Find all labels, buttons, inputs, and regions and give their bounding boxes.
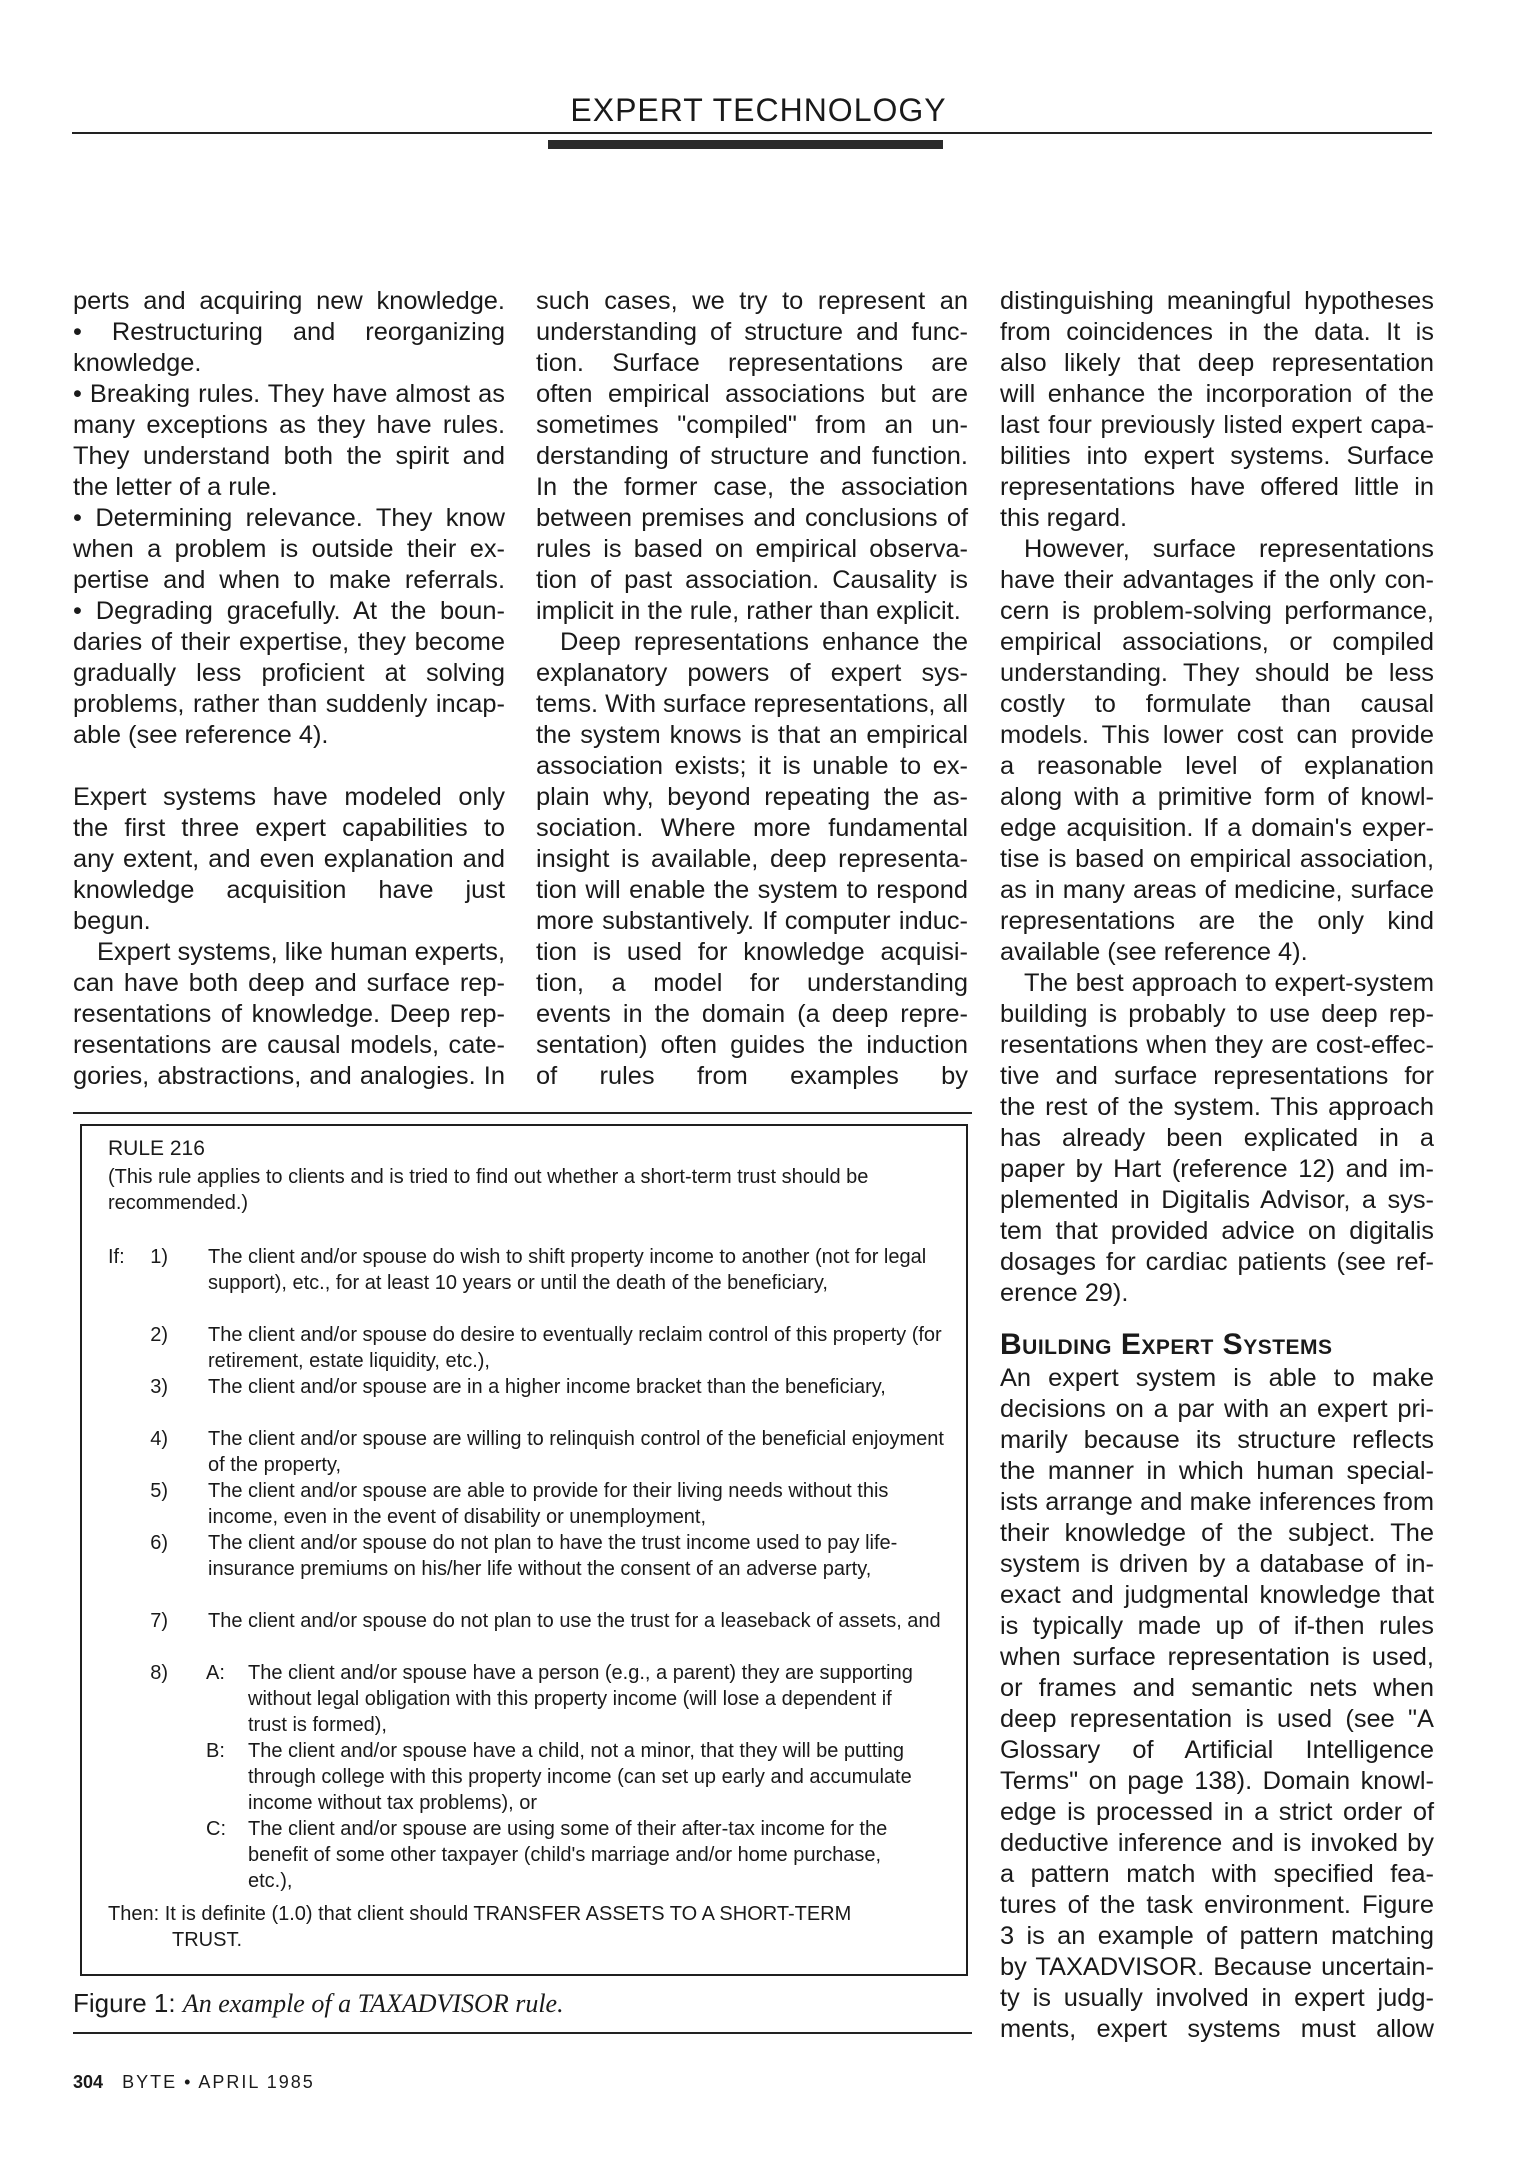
text-line: the rest of the system. This approach [1000, 1093, 1434, 1121]
column-2 [536, 286, 968, 1092]
text-line: tion of past association. Causality is [536, 566, 968, 594]
condition-number: 3) [150, 1376, 168, 1398]
condition-number: 1) [150, 1246, 168, 1268]
text-line: system is driven by a database of in- [1000, 1550, 1434, 1578]
text-line: this regard. [1000, 504, 1128, 532]
condition-text: The client and/or spouse are able to provide for their living needs without this income, even in the event of disability or unemployment, [208, 1480, 889, 1528]
text-line: Expert systems, like human experts, [97, 938, 505, 966]
section-title: EXPERT TECHNOLOGY [570, 92, 947, 128]
text-line: the first three expert capabilities to [73, 814, 505, 842]
text-line: tem that provided advice on digitalis [1000, 1217, 1434, 1245]
text-line: • Restructuring and reorganizing [73, 318, 505, 346]
text-line: representations are the only kind [1000, 907, 1434, 935]
text-line: However, surface representations [1024, 535, 1434, 563]
text-line: association exists; it is unable to ex- [536, 752, 968, 780]
text-line: erence 29). [1000, 1279, 1129, 1307]
text-line: the system knows is that an empirical [536, 721, 968, 749]
text-line: 3 is an example of pattern matching [1000, 1922, 1434, 1950]
text-line: have their advantages if the only con- [1000, 566, 1434, 594]
text-line: knowledge. [73, 349, 202, 377]
text-line: costly to formulate than causal [1000, 690, 1434, 718]
text-line: tion, a model for understanding [536, 969, 968, 997]
text-line: decisions on a par with an expert pri- [1000, 1395, 1434, 1423]
text-line: cern is problem-solving performance, [1000, 597, 1434, 625]
sub-condition-label: C: [206, 1818, 226, 1840]
text-line: • Breaking rules. They have almost as [73, 380, 505, 408]
text-line: sentation) often guides the induction [536, 1031, 968, 1059]
text-line: rules is based on empirical observa- [536, 535, 968, 563]
sub-condition-label: A: [206, 1662, 225, 1684]
text-line: a pattern match with specified fea- [1000, 1860, 1434, 1888]
text-line: dosages for cardiac patients (see ref- [1000, 1248, 1434, 1276]
text-line: such cases, we try to represent an [536, 287, 968, 315]
text-line: An expert system is able to make [1000, 1364, 1434, 1392]
text-line: Deep representations enhance the [560, 628, 968, 656]
text-line: when surface representation is used, [1000, 1643, 1434, 1671]
text-line: insight is available, deep representa- [536, 845, 968, 873]
text-line: any extent, and even explanation and [73, 845, 505, 873]
text-line: as in many areas of medicine, surface [1000, 876, 1434, 904]
caption-prefix: Figure 1: [73, 1988, 176, 2018]
text-line: ists arrange and make inferences from [1000, 1488, 1434, 1516]
sub-condition-label: B: [206, 1740, 225, 1762]
text-line: sometimes "compiled" from an un- [536, 411, 968, 439]
figure-bottom-rule [73, 2032, 972, 2034]
text-line: building is probably to use deep rep- [1000, 1000, 1434, 1028]
text-line: Terms" on page 138). Domain knowl- [1000, 1767, 1434, 1795]
sub-condition-text: The client and/or spouse have a child, not a minor, that they will be putting through college with this property income (can set up early and accumulate income without tax problems), or [248, 1740, 912, 1814]
text-line: will enhance the incorporation of the [1000, 380, 1434, 408]
text-line: tise is based on empirical association, [1000, 845, 1434, 873]
text-line: Expert systems have modeled only [73, 783, 505, 811]
text-line: resentations when they are cost-effec- [1000, 1031, 1434, 1059]
text-line: • Degrading gracefully. At the boun- [73, 597, 505, 625]
then-label: Then: [108, 1903, 160, 1925]
then-clause [108, 1901, 928, 1953]
text-line: explanatory powers of expert sys- [536, 659, 968, 687]
text-line: understanding. They should be less [1000, 659, 1434, 687]
figure-caption [73, 1988, 564, 2019]
text-line: resentations of knowledge. Deep rep- [73, 1000, 505, 1028]
then-text-continued: TRUST. [172, 1929, 242, 1951]
text-line: In the former case, the association [536, 473, 968, 501]
condition-number: 5) [150, 1480, 168, 1502]
text-line: edge acquisition. If a domain's exper- [1000, 814, 1434, 842]
condition-number: 6) [150, 1532, 168, 1554]
text-line: more substantively. If computer induc- [536, 907, 968, 935]
text-line: Glossary of Artificial Intelligence [1000, 1736, 1434, 1764]
text-line: also likely that deep representation [1000, 349, 1434, 377]
condition-text: The client and/or spouse do wish to shift property income to another (not for legal support), etc., for at least 10 years or until the death of the beneficiary, [208, 1246, 927, 1294]
text-line: understanding of structure and func- [536, 318, 968, 346]
text-line: tures of the task environment. Figure [1000, 1891, 1434, 1919]
sub-condition-text: The client and/or spouse are using some of their after-tax income for the benefit of some other taxpayer (child's marriage and/or home purchase, etc.), [248, 1818, 888, 1892]
text-line: pertise and when to make referrals. [73, 566, 505, 594]
condition-text: The client and/or spouse do desire to eventually reclaim control of this property (for retirement, estate liquidity, etc.), [208, 1324, 942, 1372]
if-label: If: [108, 1246, 125, 1268]
rule-description: (This rule applies to clients and is tried to find out whether a short-term trust should be recommended.) [108, 1166, 869, 1214]
text-line: They understand both the spirit and [73, 442, 505, 470]
text-line: the manner in which human special- [1000, 1457, 1434, 1485]
text-line: empirical associations, or compiled [1000, 628, 1434, 656]
page-footer [73, 2072, 315, 2093]
text-line: able (see reference 4). [73, 721, 329, 749]
text-line: resentations are causal models, cate- [73, 1031, 505, 1059]
text-line: gories, abstractions, and analogies. In [73, 1062, 505, 1090]
text-line: by TAXADVISOR. Because uncertain- [1000, 1953, 1434, 1981]
text-line: of rules from examples by [536, 1062, 968, 1090]
condition-text: The client and/or spouse do not plan to have the trust income used to pay life-insurance premiums on his/her life without the consent of an adverse party, [208, 1532, 898, 1580]
text-line: can have both deep and surface rep- [73, 969, 505, 997]
condition-number: 2) [150, 1324, 168, 1346]
text-line: gradually less proficient at solving [73, 659, 505, 687]
text-line: tion. Surface representations are [536, 349, 968, 377]
condition-number: 4) [150, 1428, 168, 1450]
condition-number: 7) [150, 1610, 168, 1632]
header-rule [72, 132, 1432, 134]
text-line: tion will enable the system to respond [536, 876, 968, 904]
text-line: distinguishing meaningful hypotheses [1000, 287, 1434, 315]
text-line: sociation. Where more fundamental [536, 814, 968, 842]
header-bar [548, 140, 943, 149]
text-line: marily because its structure reflects [1000, 1426, 1434, 1454]
text-line: along with a primitive form of knowl- [1000, 783, 1434, 811]
text-line: knowledge acquisition have just [73, 876, 505, 904]
text-line: when a problem is outside their ex- [73, 535, 505, 563]
text-line: ments, expert systems must allow [1000, 2015, 1434, 2043]
text-line: or frames and semantic nets when [1000, 1674, 1434, 1702]
text-line: often empirical associations but are [536, 380, 968, 408]
text-line: perts and acquiring new knowledge. [73, 287, 505, 315]
text-line: tion is used for knowledge acquisi- [536, 938, 968, 966]
text-line: problems, rather than suddenly incap- [73, 690, 505, 718]
text-line: ty is usually involved in expert judg- [1000, 1984, 1434, 2012]
text-line: deep representation is used (see "A [1000, 1705, 1434, 1733]
text-line: bilities into expert systems. Surface [1000, 442, 1434, 470]
text-line: edge is processed in a strict order of [1000, 1798, 1434, 1826]
publication-line: BYTE • APRIL 1985 [122, 2072, 315, 2092]
column-3 [1000, 286, 1434, 2045]
text-line: tems. With surface representations, all [536, 690, 968, 718]
text-line: • Determining relevance. They know [73, 504, 505, 532]
text-line: derstanding of structure and function. [536, 442, 968, 470]
text-line: daries of their expertise, they become [73, 628, 505, 656]
text-line: models. This lower cost can provide [1000, 721, 1434, 749]
text-line: a reasonable level of explanation [1000, 752, 1434, 780]
text-line: has already been explicated in a [1000, 1124, 1434, 1152]
text-line: the letter of a rule. [73, 473, 278, 501]
text-line: representations have offered little in [1000, 473, 1434, 501]
text-line: exact and judgmental knowledge that [1000, 1581, 1434, 1609]
text-line: their knowledge of the subject. The [1000, 1519, 1434, 1547]
condition-text: The client and/or spouse do not plan to use the trust for a leaseback of assets, and [208, 1610, 941, 1632]
figure-rule-box [80, 1124, 968, 1976]
text-line: last four previously listed expert capa- [1000, 411, 1434, 439]
sub-condition-text: The client and/or spouse have a person (e.g., a parent) they are supporting without legal obligation with this property income (will lose a dependent if trust is formed), [248, 1662, 913, 1736]
text-line: between premises and conclusions of [536, 504, 968, 532]
text-line: begun. [73, 907, 151, 935]
condition-text: The client and/or spouse are willing to relinquish control of the beneficial enjoyment of the property, [208, 1428, 944, 1476]
caption-text: An example of a TAXADVISOR rule. [182, 1989, 564, 2018]
text-line: implicit in the rule, rather than explicit. [536, 597, 961, 625]
section-heading: Building Expert Systems [1000, 1328, 1333, 1361]
text-line: many exceptions as they have rules. [73, 411, 505, 439]
condition-text: The client and/or spouse are in a higher income bracket than the beneficiary, [208, 1376, 886, 1398]
page-number: 304 [73, 2072, 104, 2092]
rule-title: RULE 216 [108, 1137, 205, 1160]
text-line: deductive inference and is invoked by [1000, 1829, 1434, 1857]
text-line: is typically made up of if-then rules [1000, 1612, 1434, 1640]
column-1 [73, 286, 505, 1092]
condition-number: 8) [150, 1662, 168, 1684]
then-text: It is definite (1.0) that client should TRANSFER ASSETS TO A SHORT-TERM [164, 1903, 852, 1925]
text-line: events in the domain (a deep repre- [536, 1000, 968, 1028]
text-line: plemented in Digitalis Advisor, a sys- [1000, 1186, 1434, 1214]
figure-top-rule [73, 1112, 972, 1114]
text-line: from coincidences in the data. It is [1000, 318, 1434, 346]
text-line: paper by Hart (reference 12) and im- [1000, 1155, 1434, 1183]
text-line: tive and surface representations for [1000, 1062, 1434, 1090]
text-line: available (see reference 4). [1000, 938, 1308, 966]
text-line: The best approach to expert-system [1024, 969, 1434, 997]
text-line: plain why, beyond repeating the as- [536, 783, 968, 811]
